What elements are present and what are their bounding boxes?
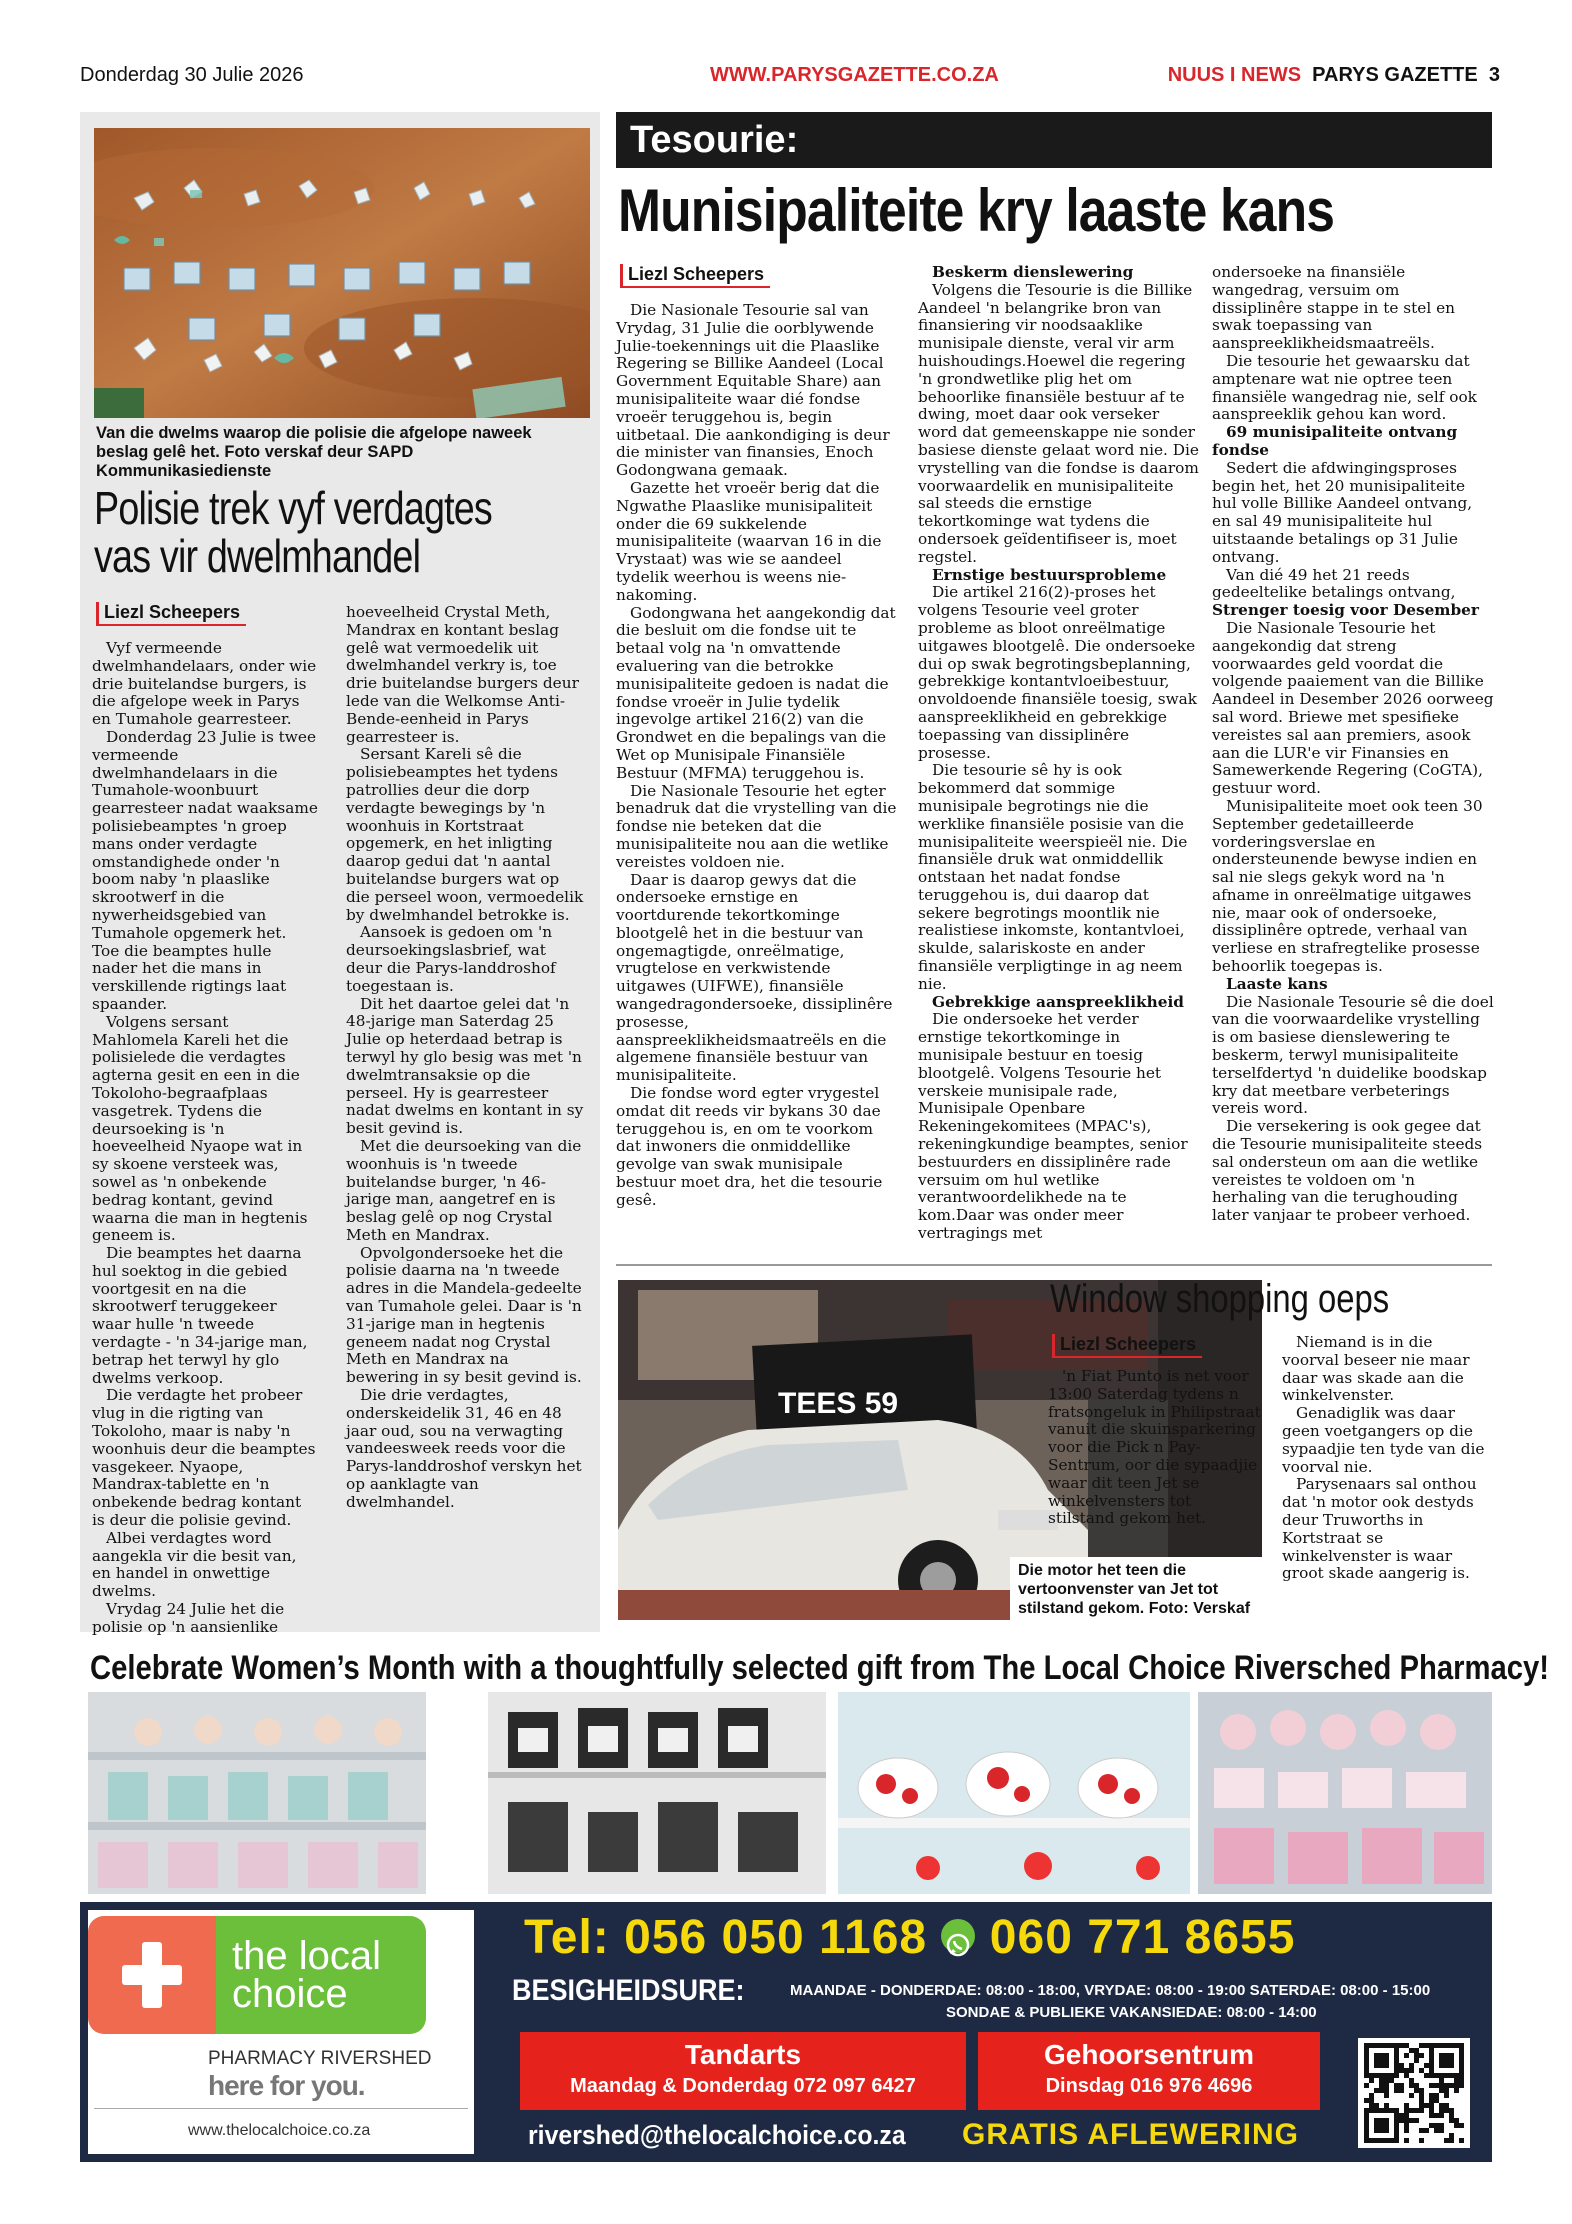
subheading: Gebrekkige aanspreeklikheid [932, 992, 1185, 1011]
qr-module [1434, 2083, 1439, 2088]
paragraph: Daar is daarop gewys dat die ondersoeke ernstige en voortdurende tekortkominge blootgelê het in die bestuur van ongemagtigde, onreëlmatige, vrugtelose en verkwistende uitgawes (UIFWE), finansiële wangedragondersoeke, dissiplinêre prosesse, aanspreeklikheidsmaatreëls en die algemene finansiële bestuur van munisipaliteite. [616, 870, 893, 1085]
qr-module [1414, 2108, 1419, 2113]
issue-date: Donderdag 30 Julie 2026 [80, 64, 304, 86]
qr-module [1459, 2083, 1464, 2088]
qr-module [1454, 2078, 1459, 2083]
qr-module [1434, 2123, 1439, 2128]
subheading: 69 munisipaliteite ontvang fondse [1212, 423, 1458, 459]
qr-module [1449, 2083, 1454, 2088]
paragraph: Aansoek is gedoen om 'n deursoekingslasbrief, wat deur die Parys-landdroshof toegestaan is. [346, 923, 556, 995]
qr-module [1449, 2133, 1454, 2138]
qr-module [1459, 2078, 1464, 2083]
gift-photo-4 [1198, 1692, 1492, 1894]
qr-module [1439, 2083, 1444, 2088]
qr-module [1414, 2058, 1419, 2063]
qr-module [1399, 2118, 1404, 2123]
paragraph: Opvolgondersoeke het die polisie daarna na 'n tweede adres in die Mandela-gedeelte van Tumahole gelei. Daar is 'n 31-jarige man in hegtenis geneem nadat nog Crystal Meth en Mandrax na bewering in sy besit gevind is. [346, 1243, 582, 1387]
story-kicker: Tesourie: [616, 112, 1492, 168]
window-headline: Window shopping oeps [1050, 1277, 1390, 1321]
tel-label: Tel: [524, 1911, 610, 1964]
qr-module [1429, 2108, 1434, 2113]
qr-module [1444, 2103, 1449, 2108]
qr-module [1399, 2113, 1404, 2118]
paragraph: Godongwana het aangekondig dat die besluit om die fondse uit te betaal volg na 'n omvattende evaluering van die betrokke munisipaliteite gedoen is nadat die fondse vroeër in Julie tydelik ingevolge artikel 216(2) van die Grondwet en die bepalings van die Wet op Munisipale Finansiële Bestuur (MFMA) teruggehou is. [616, 603, 896, 782]
paragraph: Albei verdagtes word aangekla vir die besit van, en handel in onwettige dwelms. [92, 1528, 297, 1601]
tagline-underline [94, 2108, 468, 2109]
qr-module [1409, 2118, 1414, 2123]
qr-module [1384, 2083, 1389, 2088]
qr-module [1409, 2048, 1414, 2053]
qr-code [1358, 2038, 1470, 2148]
car-crash-caption: Die motor het teen die vertoonvenster van Jet tot stilstand gekom. Foto: Verskaf [1010, 1557, 1262, 1620]
window-story-col-2 [1282, 1334, 1494, 1583]
qr-module [1449, 2138, 1454, 2143]
tel-number-2[interactable]: 060 771 8655 [989, 1911, 1296, 1964]
whatsapp-icon [941, 1919, 975, 1953]
subheading: Ernstige bestuursprobleme [932, 565, 1167, 584]
subheading: Beskerm dienslewering [932, 263, 1134, 281]
qr-module [1419, 2103, 1424, 2108]
qr-module [1439, 2088, 1444, 2093]
cross-icon-horizontal [122, 1965, 182, 1985]
qr-module [1399, 2068, 1404, 2073]
paragraph: Sedert die afdwingingsproses begin het, het 20 munisipaliteite hul volle Billike Aandeel ontvang, en sal 49 munisipaliteite hul uitstaande betalings op 31 Julie ontvang. [1212, 458, 1473, 566]
pharmacy-logo-panel [88, 1910, 474, 2154]
gift-photo-3 [838, 1692, 1190, 1894]
qr-module [1434, 2093, 1439, 2098]
qr-module [1424, 2128, 1429, 2133]
left-headline-line-1: Polisie trek vyf verdagtes [94, 482, 492, 534]
paragraph: Die Nasionale Tesourie het egter benadruk dat die vrystelling van die fondse nie beteken dat die munisipaliteite nou aan die wetlike vereistes voldoen nie. [616, 781, 897, 871]
qr-module [1444, 2108, 1449, 2113]
paragraph: Die tesourie sê hy is ook bekommerd dat sommige munisipale begrotings nie die werklike finansiële posisie van die munisipaliteite weerspieël nie. Die finansiële druk wat onmiddellik ontstaan het nadat fondse teruggehou is, dui daarop dat sekere begrotings moontlik nie realistiese inkomste, kontantvloei, skulde, salariskoste en ander finansiële verpligtinge in ag neem nie. [918, 761, 1188, 993]
qr-module [1379, 2083, 1384, 2088]
qr-module [1444, 2083, 1449, 2088]
dentist-box [520, 2032, 966, 2110]
gift-photo-1 [88, 1692, 426, 1894]
paragraph: Niemand is in die voorval beseer nie maar daar was skade aan die winkelvenster. [1282, 1333, 1470, 1405]
qr-module [1429, 2103, 1434, 2108]
qr-module [1449, 2118, 1454, 2123]
subheading: Strenger toesig voor Desember [1212, 601, 1479, 620]
left-story-col-2 [346, 604, 586, 1512]
qr-module [1419, 2043, 1424, 2048]
qr-module [1439, 2078, 1444, 2083]
qr-module [1399, 2083, 1404, 2088]
qr-module [1399, 2063, 1404, 2068]
paragraph: Vyf vermeende dwelmhandelaars, onder wie drie buitelandse burgers, is die afgelope week in Parys en Tumahole gearresteer. [92, 639, 317, 729]
qr-module [1369, 2103, 1374, 2108]
left-byline: Liezl Scheepers [96, 602, 246, 626]
qr-module [1404, 2073, 1409, 2078]
qr-module [1369, 2093, 1374, 2098]
qr-module [1364, 2098, 1369, 2103]
qr-module [1414, 2118, 1419, 2123]
qr-module [1384, 2103, 1389, 2108]
qr-module [1404, 2113, 1409, 2118]
paragraph: Dit het daartoe gelei dat 'n 48-jarige man Saterdag 25 Julie op heterdaad betrap is terwyl hy glo besig was met 'n dwelmtransaksie op die perseel. Hy is gearresteer nadat dwelms en kontant in sy besit gevind is. [346, 994, 584, 1138]
main-headline: Munisipaliteite kry laaste kans [618, 177, 1335, 244]
qr-module [1419, 2138, 1424, 2143]
gift-photo-4-graphic [1198, 1692, 1492, 1894]
qr-module [1444, 2088, 1449, 2093]
qr-module [1374, 2103, 1379, 2108]
dentist-hours: Maandag & Donderdag 072 097 6427 [570, 2075, 916, 2097]
qr-module [1404, 2068, 1409, 2073]
qr-module [1409, 2078, 1414, 2083]
dentist-title: Tandarts [684, 2039, 802, 2070]
qr-module [1384, 2093, 1389, 2098]
qr-module [1454, 2083, 1459, 2088]
qr-module [1429, 2123, 1434, 2128]
qr-module [1429, 2083, 1434, 2088]
paragraph: Sersant Kareli sê die polisiebeamptes het tydens patrollies deur die dorp verdagte bewegings by 'n woonhuis in Kortstraat opgemerk, en het inligting daarop gedui dat 'n aantal buitelandse burgers wat op die perseel woon, vermoedelik by dwelmhandel betrokke is. [346, 745, 584, 924]
main-story-col-3 [1212, 264, 1494, 1225]
paper-name: PARYS GAZETTE [1312, 64, 1478, 86]
paragraph: Gazette het vroeër berig dat die Ngwathe Plaaslike munisipaliteit onder die 69 sukkelende munisipaliteite (waarvan 16 in die Vrystaat) was wie se aandeel tydelik weerhou is weens nie-nakoming. [616, 478, 882, 604]
qr-module [1449, 2108, 1454, 2113]
paragraph: Die beamptes het daarna hul soektog in die gebied voortgesit en na die skrootwerf teruggekeer waar hulle 'n tweede verdagte - 'n 34-jarige man, betrap het terwyl hy glo dwelms verkoop. [92, 1244, 308, 1387]
logo-line-2: choice [232, 1972, 348, 2016]
left-headline [94, 484, 520, 580]
qr-module [1404, 2108, 1409, 2113]
qr-module [1449, 2113, 1454, 2118]
hours-weekdays: MAANDAE - DONDERDAE: 08:00 - 18:00, VRYDAE: 08:00 - 19:00 SATERDAE: 08:00 - 15:00 [790, 1982, 1431, 1999]
qr-module [1424, 2063, 1429, 2068]
qr-module [1409, 2063, 1414, 2068]
qr-module [1394, 2088, 1399, 2093]
qr-module [1434, 2098, 1439, 2103]
qr-module [1384, 2088, 1389, 2093]
qr-module [1409, 2068, 1414, 2073]
paragraph: Volgens sersant Mahlomela Kareli het die polisielede die verdagtes agterna gesit en een in die Tokoloho-begraafplaas vasgetrek. Tydens die deursoeking is 'n hoeveelheid Nyaope wat in sy skoene versteek was, sowel as 'n onbekende bedrag kontant, gevind waarna die man in hegtenis geneem is. [92, 1012, 308, 1245]
qr-module [1404, 2103, 1409, 2108]
paragraph: Munisipaliteite moet ook teen 30 September gedetailleerde vorderingsverslae en ondersteunende bewyse indien en sal nie slegs gekyk word na 'n afname in onreëlmatige uitgawes nie, maar ook of ondersoeke, dissiplinêre optrede, verhaal van verliese en strafregtelike prosesse behoorlik toegepas is. [1212, 796, 1483, 976]
paragraph: Die verdagte het probeer vlug in die rigting van Tokoloho, maar is naby 'n woonhuis deur die beamptes vasgekeer. Nyaope, Mandrax-tablette en 'n onbekende bedrag kontant is deur die polisie gevind. [92, 1386, 316, 1530]
qr-code-graphic [1358, 2038, 1470, 2148]
qr-module [1369, 2098, 1374, 2103]
qr-module [1364, 2083, 1369, 2088]
qr-module [1404, 2138, 1409, 2143]
main-story-col-1 [616, 302, 898, 1210]
ad-title: Celebrate Women’s Month with a thoughtfully selected gift from The Local Choice Riversched Pharmacy! [90, 1649, 1550, 1687]
qr-module [1394, 2083, 1399, 2088]
paragraph: Die Nasionale Tesourie sal van Vrydag, 31 Julie die oorblywende Julie-toekennings uit die Plaaslike Regering se Billike Aandeel (Local Government Equitable Share) aan munisipaliteite waar dié fondse vroeër teruggehou is, begin uitbetaal. Die aankondiging is deur die minister van finansies, Enoch Godongwana gemaak. [616, 301, 890, 480]
qr-module [1419, 2128, 1424, 2133]
paragraph: Met die deursoeking van die woonhuis is 'n tweede buitelandse burger, 'n 46-jarige man, aangetref en is beslag gelê op nog Crystal Meth en Mandrax. [346, 1136, 582, 1244]
paragraph: Die Nasionale Tesourie sê die doel van die voorwaardelike vrystelling is om basiese dienslewering te beskerm, terwyl munisipaliteite terselfdertyd 'n duidelike boodskap kry dat meetbare verbeterings vereis word. [1212, 992, 1494, 1118]
qr-module [1429, 2098, 1434, 2103]
tel-number-1[interactable]: 056 050 1168 [624, 1911, 928, 1964]
qr-module [1429, 2113, 1434, 2118]
main-story-col-2 [918, 264, 1200, 1243]
pharmacy-tagline: here for you. [208, 2070, 365, 2101]
qr-module [1409, 2083, 1414, 2088]
qr-module [1459, 2123, 1464, 2128]
paragraph: 'n Fiat Punto is net voor 13:00 Saterdag tydens n fratsongeluk in Philipstraat vanuit die skuinsparkering voor die Pick n Pay-Sentrum, oor die sypaadjie waar dit teen Jet se winkelvensters tot stilstand gekom het. [1048, 1367, 1261, 1528]
paragraph: Die versekering is ook gegee dat die Tesourie munisipaliteite steeds sal ondersteun om aan die wetlike vereistes te voldoen om 'n herhaling van die terughouding later vanjaar te probeer verhoed. [1212, 1117, 1483, 1225]
qr-module [1399, 2043, 1404, 2048]
gift-photo-2 [488, 1692, 826, 1894]
gift-photo-2-graphic [488, 1692, 826, 1894]
qr-module [1374, 2118, 1389, 2133]
qr-module [1374, 2088, 1379, 2093]
qr-module [1419, 2098, 1424, 2103]
paragraph: Die fondse word egter vrygestel omdat dit reeds vir bykans 30 dae teruggehou is, en om te voorkom dat inwoners die onmiddellike gevolge van swak munisipale bestuur moet dra, het die tesourie gesê. [616, 1084, 883, 1209]
qr-module [1439, 2113, 1444, 2118]
gift-photo-3-graphic [838, 1692, 1190, 1894]
phone-numbers [524, 1910, 1295, 1965]
qr-module [1439, 2053, 1454, 2068]
left-story-col-1 [92, 640, 318, 1637]
logo-wordmark-block [216, 1916, 426, 2034]
qr-module [1454, 2123, 1459, 2128]
main-byline: Liezl Scheepers [620, 264, 770, 288]
pharmacy-name: PHARMACY RIVERSHED [208, 2048, 432, 2069]
section-divider [616, 1264, 1492, 1266]
logo-line-1: the local [232, 1934, 381, 1978]
qr-module [1404, 2118, 1409, 2123]
qr-module [1389, 2078, 1394, 2083]
hearing-hours: Dinsdag 016 976 4696 [1045, 2075, 1253, 2097]
hours-label: BESIGHEIDSURE: [512, 1974, 745, 2007]
qr-module [1419, 2068, 1424, 2073]
qr-module [1439, 2123, 1444, 2128]
qr-module [1419, 2108, 1424, 2113]
drugs-photo-caption: Van die dwelms waarop die polisie die afgelope naweek beslag gelê het. Foto verskaf deur SAPD Kommunikasiedienste [96, 424, 532, 480]
website-url[interactable]: WWW.PARYSGAZETTE.CO.ZA [710, 64, 999, 86]
qr-module [1379, 2078, 1384, 2083]
paragraph: Vrydag 24 Julie het die polisie op 'n aansienlike [92, 1600, 285, 1636]
paragraph: ondersoeke na finansiële wangedrag, versuim om dissiplinêre stappe in te stel en swak toepassing van aanspreeklikheidsmaatreëls. [1212, 263, 1455, 353]
qr-module [1409, 2108, 1414, 2113]
qr-module [1409, 2093, 1414, 2098]
qr-module [1414, 2083, 1419, 2088]
pharmacy-website[interactable]: www.thelocalchoice.co.za [188, 2122, 371, 2139]
sign-text: TEES 59 [778, 1387, 899, 1420]
qr-module [1434, 2113, 1439, 2118]
hours-sundays: SONDAE & PUBLIEKE VAKANSIEDAE: 08:00 - 14:00 [946, 2004, 1317, 2021]
paragraph: Die tesourie het gewaarsku dat amptenare wat nie optree teen finansiële wangedrag nie, self ook aanspreeklik gehou kan word. [1212, 351, 1477, 424]
qr-module [1444, 2138, 1449, 2143]
qr-module [1424, 2103, 1429, 2108]
qr-module [1404, 2123, 1409, 2128]
paragraph: Volgens die Tesourie is die Billike Aandeel 'n belangrike bron van finansiering vir noodsaaklike munisipale dienste, veral vir arm huishoudings.Hoewel die regering 'n grondwetlike plig het om behoorlike finansiële bestuur af te dwing, moet daar ook verseker word dat gemeenskappe nie sonder basiese dienste gelaat word nie. Die vrystelling van die fondse is daarom voorwaardelik en munisipaliteite sal steeds die ernstige tekortkominge wat tydens die ondersoek geïdentifiseer is, moet regstel. [918, 280, 1199, 566]
drugs-photo-graphic [94, 128, 590, 418]
qr-module [1419, 2053, 1424, 2058]
paragraph: Parysenaars sal onthou dat 'n motor ook destyds deur Truworths in Kortstraat se winkelvenster is waar groot skade aangerig is. [1282, 1475, 1477, 1583]
qr-module [1424, 2073, 1429, 2078]
qr-module [1459, 2138, 1464, 2143]
window-byline: Liezl Scheepers [1052, 1334, 1202, 1358]
qr-module [1439, 2108, 1444, 2113]
drugs-photo [94, 128, 590, 418]
qr-module [1404, 2128, 1409, 2133]
logo-cross-block [88, 1916, 216, 2034]
qr-module [1404, 2053, 1409, 2058]
paragraph: Van dié 49 het 21 reeds gedeeltelike betalings ontvang, [1212, 565, 1456, 602]
free-delivery: GRATIS AFLEWERING [962, 2118, 1299, 2151]
cross-icon [122, 1942, 182, 2008]
pharmacy-email[interactable]: rivershed@thelocalchoice.co.za [528, 2120, 906, 2150]
subheading: Laaste kans [1226, 974, 1328, 993]
qr-module [1414, 2088, 1419, 2093]
qr-module [1444, 2093, 1449, 2098]
qr-module [1414, 2048, 1419, 2053]
page-number: 3 [1488, 64, 1500, 86]
qr-module [1374, 2053, 1389, 2068]
paragraph: Die Nasionale Tesourie het aangekondig dat streng voorwaardes geld voordat die volgende paaiement van die Billike Aandeel in Desember 2026 oorweeg sal word. Briewe met spesifieke vereistes sal aan premiers, asook aan die LUR'e vir Finansies en Samewerkende Regering (CoGTA), gestuur word. [1212, 618, 1494, 798]
qr-module [1369, 2078, 1374, 2083]
qr-module [1434, 2128, 1439, 2133]
paragraph: Genadiglik was daar geen voetgangers op die sypaadjie ten tyde van die voorval nie. [1282, 1404, 1485, 1476]
qr-module [1384, 2078, 1389, 2083]
qr-module [1419, 2088, 1424, 2093]
qr-module [1399, 2088, 1404, 2093]
qr-module [1429, 2093, 1434, 2098]
qr-module [1439, 2128, 1444, 2133]
page-header-right [1168, 64, 1500, 90]
window-story-col-1 [1048, 1368, 1262, 1528]
paragraph: Donderdag 23 Julie is twee vermeende dwelmhandelaars in die Tumahole-woonbuurt gearresteer nadat waaksame polisiebeamptes 'n groep mans onder verdagte omstandighede onder 'n boom naby 'n plaaslike skrootwerf in die nywerheidsgebied van Tumahole opgemerk het. Toe die beamptes hulle nader het die mans in verskillende rigtings laat spaander. [92, 727, 318, 1013]
qr-module [1454, 2118, 1459, 2123]
qr-module [1404, 2043, 1409, 2048]
qr-module [1414, 2053, 1419, 2058]
left-headline-line-2: vas vir dwelmhandel [94, 530, 421, 582]
qr-module [1439, 2103, 1444, 2108]
hearing-centre-box [978, 2032, 1320, 2110]
qr-module [1424, 2043, 1429, 2048]
section-label: NUUS I NEWS [1167, 64, 1302, 86]
paragraph: hoeveelheid Crystal Meth, Mandrax en kontant beslag gelê wat vermoedelik uit dwelmhandel verkry is, toe drie buitelandse burgers deur lede van die Welkomse Anti-Bende-eenheid in Parys gearresteer is. [346, 603, 579, 746]
whatsapp-icon-graphic [941, 1928, 975, 1962]
gift-photo-1-graphic [88, 1692, 426, 1894]
qr-module [1379, 2088, 1384, 2093]
qr-module [1454, 2088, 1459, 2093]
hearing-title: Gehoorsentrum [1043, 2039, 1255, 2070]
paragraph: Die ondersoeke het verder ernstige tekortkominge in munisipale bestuur en toesig blootgelê. Volgens Tesourie het verskeie munisipale rade, Munisipale Openbare Rekeningekomitees (MPAC's), rekeningkundige beamptes, senior bestuurders en dissiplinêre rade versuim om hul wetlike verantwoordelikhede na te kom.Daar was onder meer vertragings met [918, 1010, 1188, 1243]
paragraph: Die artikel 216(2)-proses het volgens Tesourie veel groter probleme as bloot onreëlmatige uitgawes blootgelê. Die ondersoeke dui op swak begrotingsbeplanning, gebrekkige kontantvloeibestuur, onvoldoende finansiële toesig, swak aanspreeklikheid en gebrekkige toepassing van dissiplinêre prosesse. [918, 583, 1198, 762]
paragraph: Die drie verdagtes, onderskeidelik 31, 46 en 48 jaar oud, sou na verwagting vandeesweek reeds voor die Parys-landdroshof verskyn het op aanklagte van dwelmhandel. [346, 1386, 582, 1511]
qr-module [1419, 2093, 1424, 2098]
